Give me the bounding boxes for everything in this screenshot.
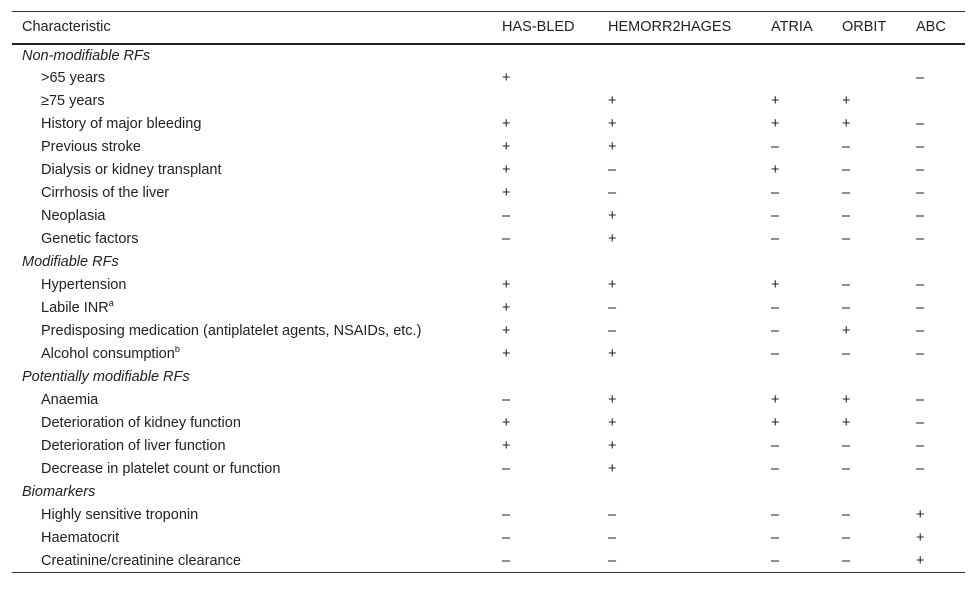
score-cell — [906, 90, 965, 113]
characteristic-cell — [12, 228, 492, 251]
score-cell: + — [608, 346, 617, 362]
score-cell: – — [608, 507, 617, 523]
header-has-bled: HAS-BLED — [492, 12, 598, 44]
score-cell: – — [771, 461, 780, 477]
score-cell: – — [916, 415, 925, 431]
table-row — [12, 67, 965, 90]
header-abc: ABC — [906, 12, 965, 44]
footnote-marker: b — [174, 344, 180, 354]
characteristic-label: Creatinine/creatinine clearance — [41, 552, 241, 569]
group-title: Non-modifiable RFs — [22, 47, 151, 64]
score-cell: – — [842, 438, 851, 454]
score-cell: – — [842, 139, 851, 155]
score-cell: + — [502, 323, 511, 339]
score-cell: – — [771, 323, 780, 339]
score-cell: – — [842, 277, 851, 293]
score-cell: + — [771, 162, 780, 178]
characteristic-label: Hypertension — [41, 277, 127, 293]
score-cell — [761, 67, 832, 90]
score-cell: + — [502, 185, 511, 201]
score-cell: – — [502, 392, 511, 408]
table-row — [12, 228, 965, 251]
characteristic-label: Deterioration of liver function — [41, 438, 226, 454]
score-cell: + — [608, 139, 617, 155]
score-cell: – — [916, 323, 925, 339]
table-row — [12, 458, 965, 481]
score-cell: – — [916, 461, 925, 477]
score-cell: – — [771, 231, 780, 247]
score-cell: – — [842, 208, 851, 224]
score-cell: + — [502, 116, 511, 132]
table-header-row — [12, 12, 965, 44]
score-cell: – — [771, 507, 780, 523]
table-row — [12, 320, 965, 343]
characteristic-label: History of major bleeding — [41, 116, 202, 132]
characteristic-cell — [12, 274, 492, 297]
characteristic-cell — [12, 527, 492, 550]
score-cell: + — [771, 277, 780, 293]
characteristic-label: >65 years — [41, 70, 106, 86]
characteristic-label: Previous stroke — [41, 139, 141, 155]
score-cell: + — [502, 162, 511, 178]
table-row — [12, 90, 965, 113]
characteristic-cell — [12, 67, 492, 90]
score-cell: – — [771, 139, 780, 155]
score-cell: – — [502, 530, 511, 546]
table-row — [12, 205, 965, 228]
group-title: Biomarkers — [22, 484, 96, 500]
score-cell — [598, 67, 761, 90]
characteristic-cell — [12, 435, 492, 458]
score-cell: – — [608, 162, 617, 178]
characteristic-cell — [12, 159, 492, 182]
characteristic-cell — [12, 205, 492, 228]
group-title: Modifiable RFs — [22, 254, 119, 270]
table-row — [12, 136, 965, 159]
characteristic-label: Dialysis or kidney transplant — [41, 162, 222, 178]
score-cell: + — [502, 300, 511, 316]
score-cell: – — [916, 116, 925, 132]
score-cell: – — [842, 461, 851, 477]
risk-score-table — [12, 11, 965, 573]
group-row — [12, 251, 965, 274]
score-cell: – — [608, 323, 617, 339]
score-cell: – — [842, 185, 851, 201]
score-cell: – — [771, 208, 780, 224]
score-cell: – — [502, 461, 511, 477]
characteristic-label: Highly sensitive troponin — [41, 507, 199, 523]
table-row — [12, 274, 965, 297]
characteristic-cell — [12, 90, 492, 113]
table-body — [12, 44, 965, 573]
score-cell: – — [502, 208, 511, 224]
score-cell: + — [608, 208, 617, 224]
score-cell: – — [916, 392, 925, 408]
score-cell: + — [502, 277, 511, 293]
score-cell: + — [502, 70, 511, 86]
score-cell: + — [608, 438, 617, 454]
characteristic-cell — [12, 136, 492, 159]
score-cell: – — [832, 550, 906, 573]
characteristic-label: Anaemia — [41, 392, 99, 408]
characteristic-cell — [12, 550, 492, 573]
characteristic-cell — [12, 412, 492, 435]
characteristic-cell — [12, 343, 492, 366]
score-cell: – — [598, 550, 761, 573]
characteristic-label: Decrease in platelet count or function — [41, 461, 281, 477]
score-cell: – — [842, 507, 851, 523]
characteristic-cell — [12, 113, 492, 136]
table-row — [12, 435, 965, 458]
header-hemorr2hages: HEMORR2HAGES — [598, 12, 761, 44]
score-cell: + — [771, 116, 780, 132]
score-cell: – — [916, 346, 925, 362]
table-row — [12, 182, 965, 205]
score-cell: + — [842, 392, 851, 408]
characteristic-cell — [12, 297, 492, 320]
characteristic-cell — [12, 320, 492, 343]
table-row — [12, 343, 965, 366]
score-cell: – — [608, 185, 617, 201]
score-cell: – — [842, 346, 851, 362]
score-cell: – — [492, 550, 598, 573]
score-cell: – — [761, 550, 832, 573]
table-row — [12, 527, 965, 550]
score-cell: – — [916, 185, 925, 201]
characteristic-label: Cirrhosis of the liver — [41, 185, 170, 201]
score-cell: – — [771, 300, 780, 316]
score-cell: – — [771, 185, 780, 201]
score-cell: + — [608, 392, 617, 408]
score-cell: + — [842, 93, 851, 109]
table-row — [12, 504, 965, 527]
table-row — [12, 113, 965, 136]
score-cell: – — [608, 300, 617, 316]
score-cell: + — [502, 438, 511, 454]
score-cell: + — [608, 277, 617, 293]
score-cell: + — [916, 530, 925, 546]
score-cell: – — [502, 507, 511, 523]
score-cell: + — [502, 139, 511, 155]
characteristic-label: Labile INR — [41, 300, 109, 316]
score-cell: – — [916, 300, 925, 316]
characteristic-cell — [12, 182, 492, 205]
score-cell: + — [502, 346, 511, 362]
score-cell: + — [916, 507, 925, 523]
group-row — [12, 44, 965, 67]
score-cell: – — [916, 208, 925, 224]
score-cell: – — [771, 346, 780, 362]
table-row — [12, 550, 965, 573]
score-cell: – — [916, 231, 925, 247]
header-characteristic: Characteristic — [12, 12, 492, 44]
score-cell: – — [771, 530, 780, 546]
score-cell: + — [771, 392, 780, 408]
score-cell: – — [916, 438, 925, 454]
table-row — [12, 297, 965, 320]
score-cell: – — [771, 438, 780, 454]
score-cell: – — [842, 231, 851, 247]
score-cell: + — [771, 415, 780, 431]
score-cell: – — [916, 277, 925, 293]
group-title: Potentially modifiable RFs — [22, 369, 190, 385]
score-cell: + — [771, 93, 780, 109]
score-cell: – — [608, 530, 617, 546]
score-cell: – — [916, 70, 925, 86]
score-cell: – — [842, 300, 851, 316]
score-cell: + — [842, 415, 851, 431]
characteristic-label: Genetic factors — [41, 231, 139, 247]
characteristic-label: ≥75 years — [41, 93, 105, 109]
characteristic-cell — [12, 458, 492, 481]
footnote-marker: a — [108, 298, 114, 308]
score-cell — [492, 90, 598, 113]
characteristic-cell — [12, 389, 492, 412]
characteristic-label: Haematocrit — [41, 530, 120, 546]
score-cell: – — [502, 231, 511, 247]
score-cell: + — [608, 231, 617, 247]
score-cell: + — [608, 461, 617, 477]
score-cell: – — [842, 162, 851, 178]
score-cell: + — [608, 93, 617, 109]
header-orbit: ORBIT — [832, 12, 906, 44]
score-cell: + — [842, 323, 851, 339]
group-row — [12, 481, 965, 504]
score-cell: + — [608, 116, 617, 132]
characteristic-label: Alcohol consumption — [41, 346, 175, 362]
characteristic-label: Predisposing medication (antiplatelet agents, NSAIDs, etc.) — [41, 323, 422, 339]
header-atria: ATRIA — [761, 12, 832, 44]
score-cell: + — [906, 550, 965, 573]
table-row — [12, 389, 965, 412]
table-row — [12, 412, 965, 435]
table-row — [12, 159, 965, 182]
score-cell: – — [916, 162, 925, 178]
characteristic-cell — [12, 504, 492, 527]
characteristic-label: Neoplasia — [41, 208, 106, 224]
score-cell: – — [842, 530, 851, 546]
score-cell: + — [842, 116, 851, 132]
group-row — [12, 366, 965, 389]
characteristic-label: Deterioration of kidney function — [41, 415, 241, 431]
score-cell: + — [502, 415, 511, 431]
score-cell — [832, 67, 906, 90]
score-cell: – — [916, 139, 925, 155]
score-cell: + — [608, 415, 617, 431]
